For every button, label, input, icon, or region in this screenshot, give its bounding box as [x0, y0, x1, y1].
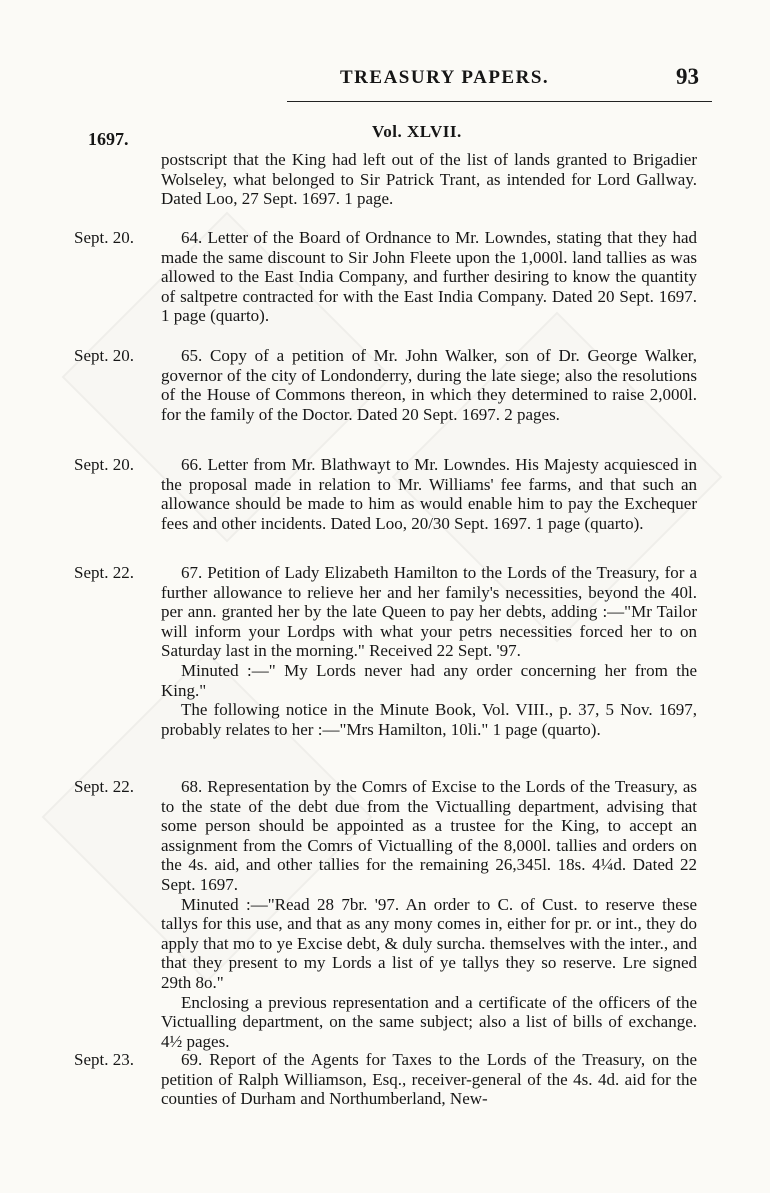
entry-text [161, 455, 697, 533]
entry-text [161, 563, 697, 739]
paragraph: 64. Letter of the Board of Ordnance to Mr. Lowndes, stating that they had made the same discount to Sir John Fleete upon the 1,000l. land tallies as was allowed to the East India Company, and further desiring to know the quantity of saltpetre contracted for with the East India Company. Dated 20 Sept. 1697. 1 page (quarto). [161, 228, 697, 326]
running-title: TREASURY PAPERS. [340, 67, 550, 88]
paragraph: 66. Letter from Mr. Blathwayt to Mr. Lowndes. His Majesty acquiesced in the proposal made in relation to Mr. Williams' fee farms, and that such an allowance should be made to him as would enable him to pay the Exchequer fees and other incidents. Dated Loo, 20/30 Sept. 1697. 1 page (quarto). [161, 455, 697, 533]
paragraph: 69. Report of the Agents for Taxes to the Lords of the Treasury, on the petition of Ralph Williamson, Esq., receiver-general of the 4s. 4d. aid for the counties of Durham and Northumberland, New- [161, 1050, 697, 1109]
entry-text [161, 1050, 697, 1109]
entry-text [161, 228, 697, 326]
paragraph: 68. Representation by the Comrs of Excise to the Lords of the Treasury, as to the state of the debt due from the Victualling department, advising that some person should be appointed as a trustee for the King, to accept an assignment from the Comrs of Victualling of the 8,000l. tallies and orders on the 4s. aid, and other tallies for the remaining 26,345l. 18s. 4¼d. Dated 22 Sept. 1697. [161, 777, 697, 894]
paragraph: 65. Copy of a petition of Mr. John Walker, son of Dr. George Walker, governor of the city of Londonderry, during the late siege; also the resolutions of the House of Commons thereon, in which they determined to raise 2,000l. for the family of the Doctor. Dated 20 Sept. 1697. 2 pages. [161, 346, 697, 424]
margin-date: Sept. 22. [74, 563, 134, 582]
margin-date: Sept. 20. [74, 228, 134, 247]
entry-body: postscript that the King had left out of the list of lands granted to Brigadier Wolseley, what belonged to Sir Patrick Trant, as intended for Lord Gallway. Dated Loo, 27 Sept. 1697. 1 page. [161, 150, 697, 209]
page-number: 93 [676, 64, 699, 89]
paragraph: The following notice in the Minute Book, Vol. VIII., p. 37, 5 Nov. 1697, probably relates to her :—"Mrs Hamilton, 10li." 1 page (quarto). [161, 700, 697, 739]
entry-text [161, 777, 697, 1051]
margin-year: 1697. [88, 129, 129, 149]
paragraph: Enclosing a previous representation and a certificate of the officers of the Victualling department, on the same subject; also a list of bills of exchange. 4½ pages. [161, 992, 697, 1051]
header-rule [287, 101, 712, 102]
margin-date: Sept. 20. [74, 346, 134, 365]
margin-date: Sept. 22. [74, 777, 134, 796]
paragraph: 67. Petition of Lady Elizabeth Hamilton to the Lords of the Treasury, for a further allowance to relieve her and her family's necessities, beyond the 40l. per ann. granted her by the late Queen to pay her debts, adding :—"Mr Tailor will inform your Lordps with what your petrs necessities forced her to on Saturday last in the morning." Received 22 Sept. '97. [161, 563, 697, 661]
entry-text [161, 346, 697, 424]
entry-text [161, 150, 697, 209]
paragraph [161, 150, 697, 209]
volume-heading: Vol. XLVII. [372, 122, 462, 141]
margin-date: Sept. 20. [74, 455, 134, 474]
margin-date: Sept. 23. [74, 1050, 134, 1069]
minute-paragraph: Minuted :—" My Lords never had any order concerning her from the King." [161, 660, 697, 700]
minute-paragraph: Minuted :—"Read 28 7br. '97. An order to C. of Cust. to reserve these tallys for this use, and that as any mony comes in, either for pr. or int., they do apply that mo to ye Excise debt, & duly surcha. themselves with the inter., and that they present to my Lords a list of ye tallys they so reserve. Lre signed 29th 8o." [161, 894, 697, 992]
